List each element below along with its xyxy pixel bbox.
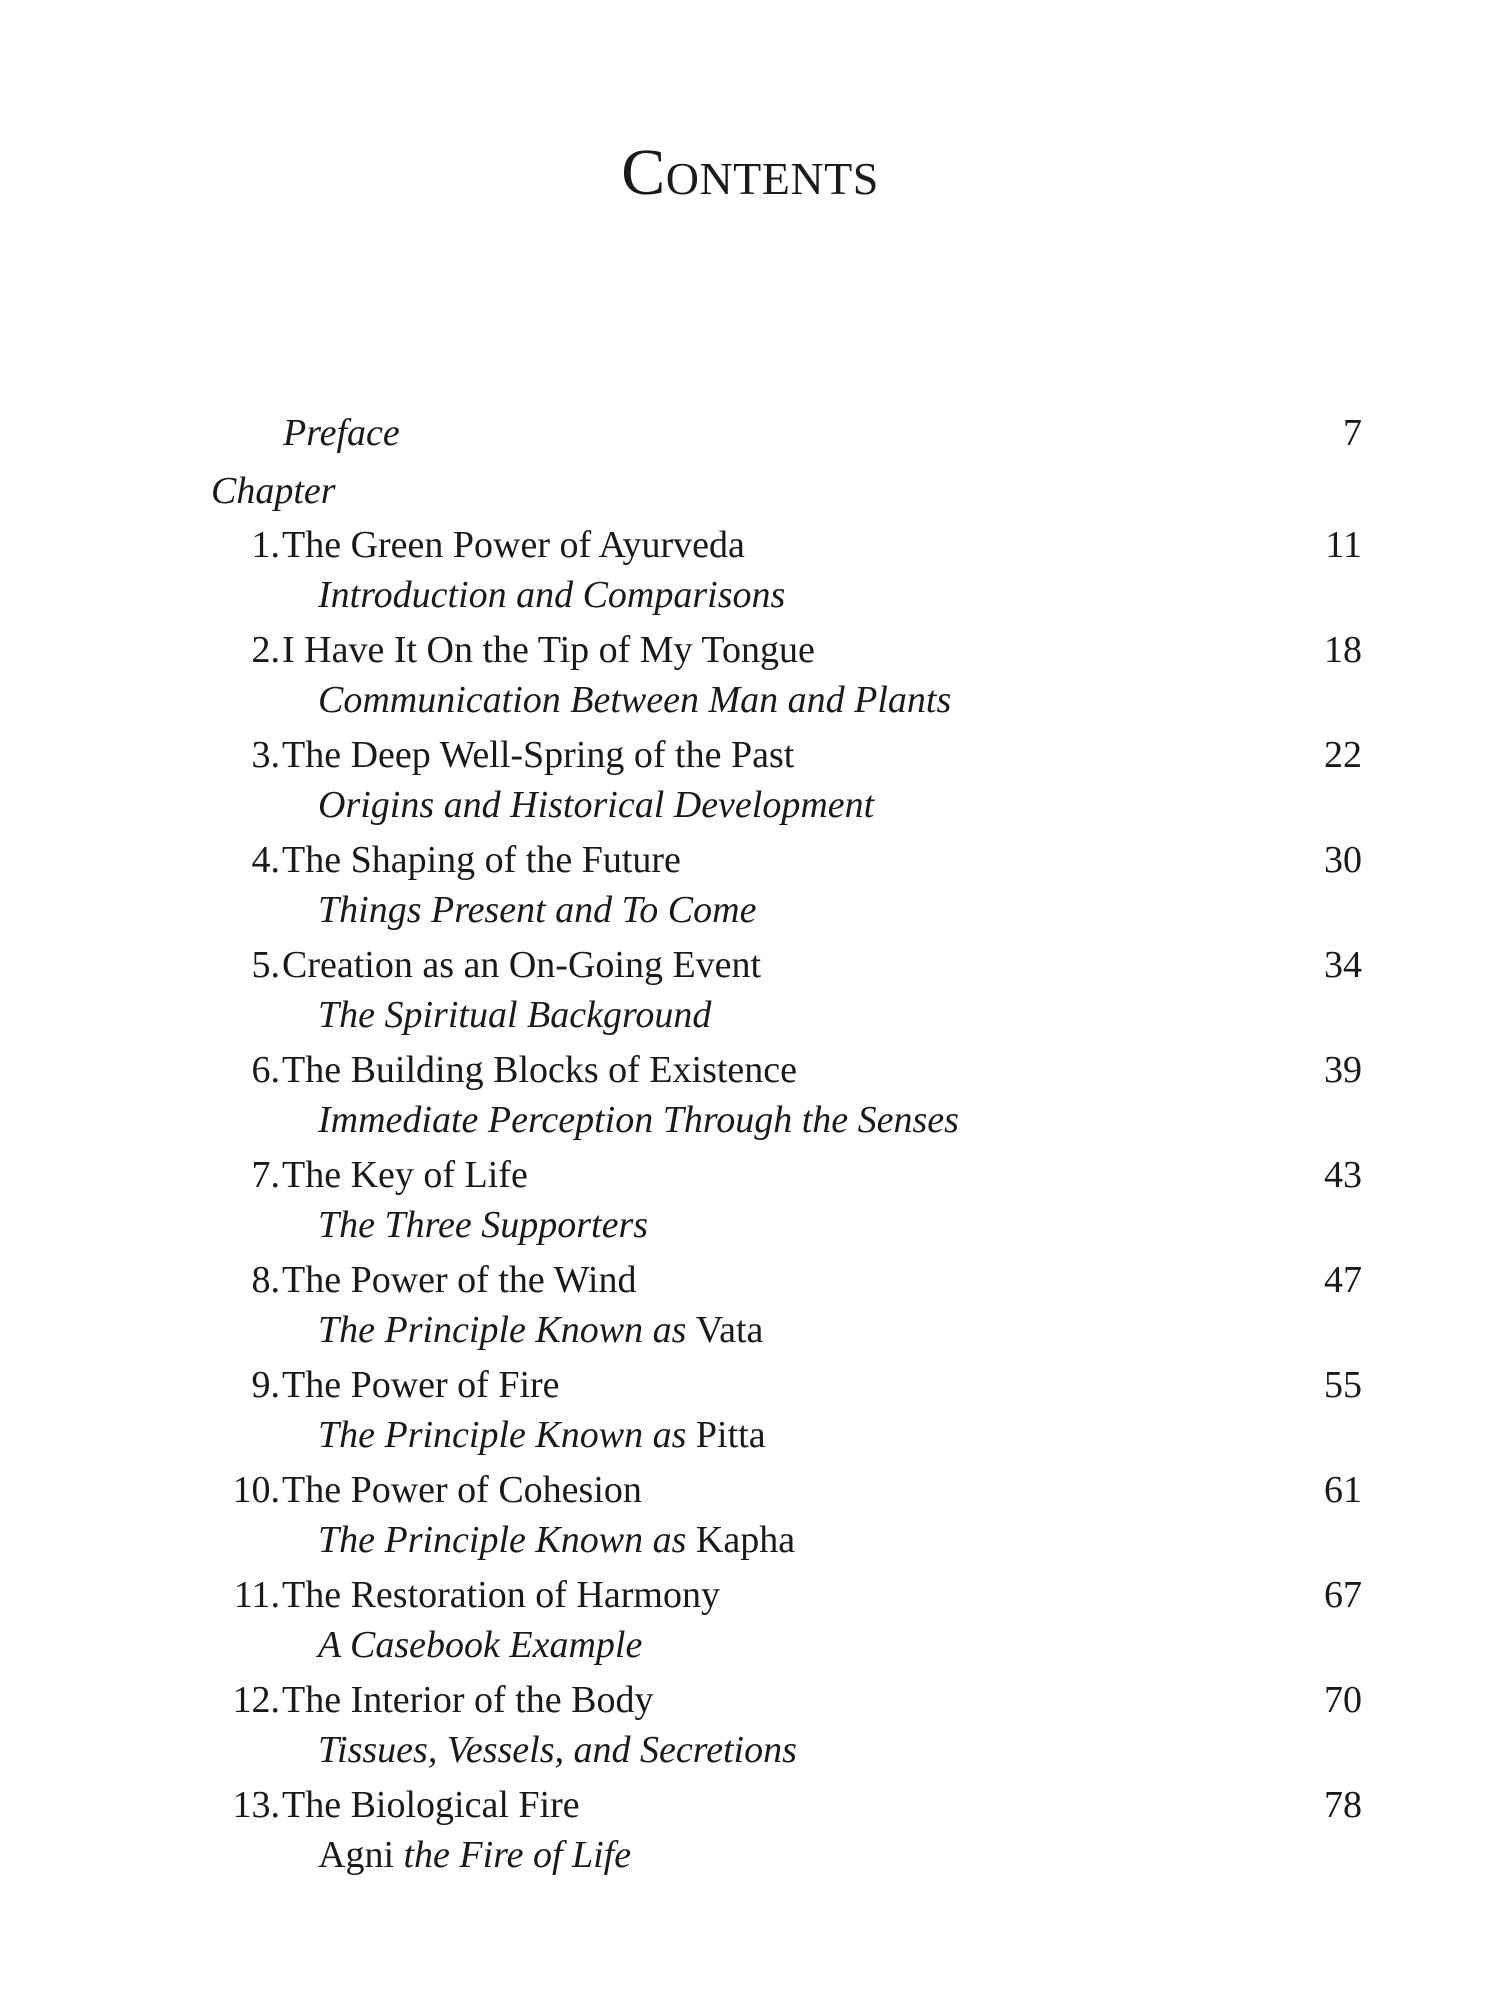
toc-entry-chapter-12[interactable] — [0, 1675, 1500, 1725]
chapter-number: 12. — [232, 1679, 280, 1721]
chapter-title: The Power of the Wind — [282, 1259, 637, 1301]
toc-subtitle-chapter-13 — [0, 1830, 1500, 1880]
page-number: 43 — [1324, 1154, 1362, 1196]
chapter-title: The Green Power of Ayurveda — [282, 524, 745, 566]
chapter-subtitle: The Three Supporters — [318, 1204, 649, 1246]
chapter-subtitle — [318, 1410, 766, 1460]
chapter-label: Chapter — [211, 470, 336, 512]
subtitle-term: Pitta — [695, 1414, 766, 1456]
toc-subtitle-chapter-2 — [0, 675, 1500, 725]
page-number: 11 — [1325, 524, 1362, 566]
chapter-title: The Deep Well-Spring of the Past — [282, 734, 795, 776]
toc-entry-chapter-4[interactable] — [0, 835, 1500, 885]
toc-entry-chapter-11[interactable] — [0, 1570, 1500, 1620]
toc-subtitle-chapter-7 — [0, 1200, 1500, 1250]
chapter-number: 5. — [251, 944, 280, 986]
chapter-subtitle: Origins and Historical Development — [318, 784, 875, 826]
chapter-number: 9. — [251, 1364, 280, 1406]
chapter-title: Creation as an On-Going Event — [282, 944, 762, 986]
chapter-title: The Restoration of Harmony — [282, 1574, 720, 1616]
subtitle-term: Vata — [695, 1309, 764, 1351]
page-number: 7 — [1343, 412, 1362, 454]
toc-entry-chapter-9[interactable] — [0, 1360, 1500, 1410]
subtitle-term: Agni — [318, 1834, 394, 1876]
chapter-number: 1. — [251, 524, 280, 566]
page-number: 39 — [1324, 1049, 1362, 1091]
subtitle-italic-part: The Principle Known as — [318, 1414, 696, 1456]
chapter-number: 11. — [233, 1574, 280, 1616]
page-title: Contents — [621, 136, 879, 209]
toc-entry-chapter-10[interactable] — [0, 1465, 1500, 1515]
chapter-number: 3. — [251, 734, 280, 776]
chapter-subtitle — [318, 1830, 631, 1880]
preface-title: Preface — [283, 412, 400, 454]
toc-subtitle-chapter-10 — [0, 1515, 1500, 1565]
toc-subtitle-chapter-1 — [0, 570, 1500, 620]
toc-entry-chapter-7[interactable] — [0, 1150, 1500, 1200]
chapter-subtitle: The Spiritual Background — [318, 994, 712, 1036]
chapter-number: 6. — [251, 1049, 280, 1091]
toc-subtitle-chapter-8 — [0, 1305, 1500, 1355]
chapter-title: The Power of Fire — [282, 1364, 560, 1406]
toc-entry-chapter-6[interactable] — [0, 1045, 1500, 1095]
chapter-title: The Key of Life — [282, 1154, 528, 1196]
chapter-number: 13. — [232, 1784, 280, 1826]
toc-entry-chapter-1[interactable] — [0, 520, 1500, 570]
chapter-subtitle — [318, 1515, 795, 1565]
chapter-number: 8. — [251, 1259, 280, 1301]
chapter-subtitle: A Casebook Example — [318, 1624, 643, 1666]
chapter-number: 2. — [251, 629, 280, 671]
toc-subtitle-chapter-9 — [0, 1410, 1500, 1460]
page-number: 22 — [1324, 734, 1362, 776]
chapter-title: The Interior of the Body — [282, 1679, 654, 1721]
toc-subtitle-chapter-4 — [0, 885, 1500, 935]
chapter-number: 10. — [232, 1469, 280, 1511]
chapter-subtitle: Things Present and To Come — [318, 889, 757, 931]
chapter-title: The Biological Fire — [282, 1784, 580, 1826]
chapter-number: 7. — [251, 1154, 280, 1196]
page-number: 34 — [1324, 944, 1362, 986]
page-number: 18 — [1324, 629, 1362, 671]
page-number: 78 — [1324, 1784, 1362, 1826]
subtitle-italic-part: the Fire of Life — [394, 1834, 632, 1876]
chapter-number: 4. — [251, 839, 280, 881]
chapter-subtitle: Communication Between Man and Plants — [318, 679, 952, 721]
chapter-subtitle: Introduction and Comparisons — [318, 574, 786, 616]
subtitle-italic-part: The Principle Known as — [318, 1519, 696, 1561]
chapter-title: The Building Blocks of Existence — [282, 1049, 798, 1091]
chapter-subtitle: Tissues, Vessels, and Secretions — [318, 1729, 797, 1771]
chapter-title: The Power of Cohesion — [282, 1469, 642, 1511]
page-number: 55 — [1324, 1364, 1362, 1406]
toc-subtitle-chapter-3 — [0, 780, 1500, 830]
toc-subtitle-chapter-5 — [0, 990, 1500, 1040]
page-number: 70 — [1324, 1679, 1362, 1721]
toc-entry-chapter-5[interactable] — [0, 940, 1500, 990]
toc-subtitle-chapter-12 — [0, 1725, 1500, 1775]
page-number: 30 — [1324, 839, 1362, 881]
subtitle-term: Kapha — [695, 1519, 796, 1561]
subtitle-italic-part: The Principle Known as — [318, 1309, 696, 1351]
chapter-label-row — [0, 466, 1500, 516]
toc-entry-chapter-8[interactable] — [0, 1255, 1500, 1305]
page-number: 47 — [1324, 1259, 1362, 1301]
toc-entry-preface[interactable] — [0, 408, 1500, 458]
toc-entry-chapter-2[interactable] — [0, 625, 1500, 675]
chapter-subtitle: Immediate Perception Through the Senses — [318, 1099, 959, 1141]
chapter-subtitle — [318, 1305, 763, 1355]
chapter-title: I Have It On the Tip of My Tongue — [282, 629, 815, 671]
toc-entry-chapter-13[interactable] — [0, 1780, 1500, 1830]
page-number: 61 — [1324, 1469, 1362, 1511]
page-number: 67 — [1324, 1574, 1362, 1616]
toc-subtitle-chapter-11 — [0, 1620, 1500, 1670]
chapter-title: The Shaping of the Future — [282, 839, 681, 881]
toc-entry-chapter-3[interactable] — [0, 730, 1500, 780]
toc-subtitle-chapter-6 — [0, 1095, 1500, 1145]
